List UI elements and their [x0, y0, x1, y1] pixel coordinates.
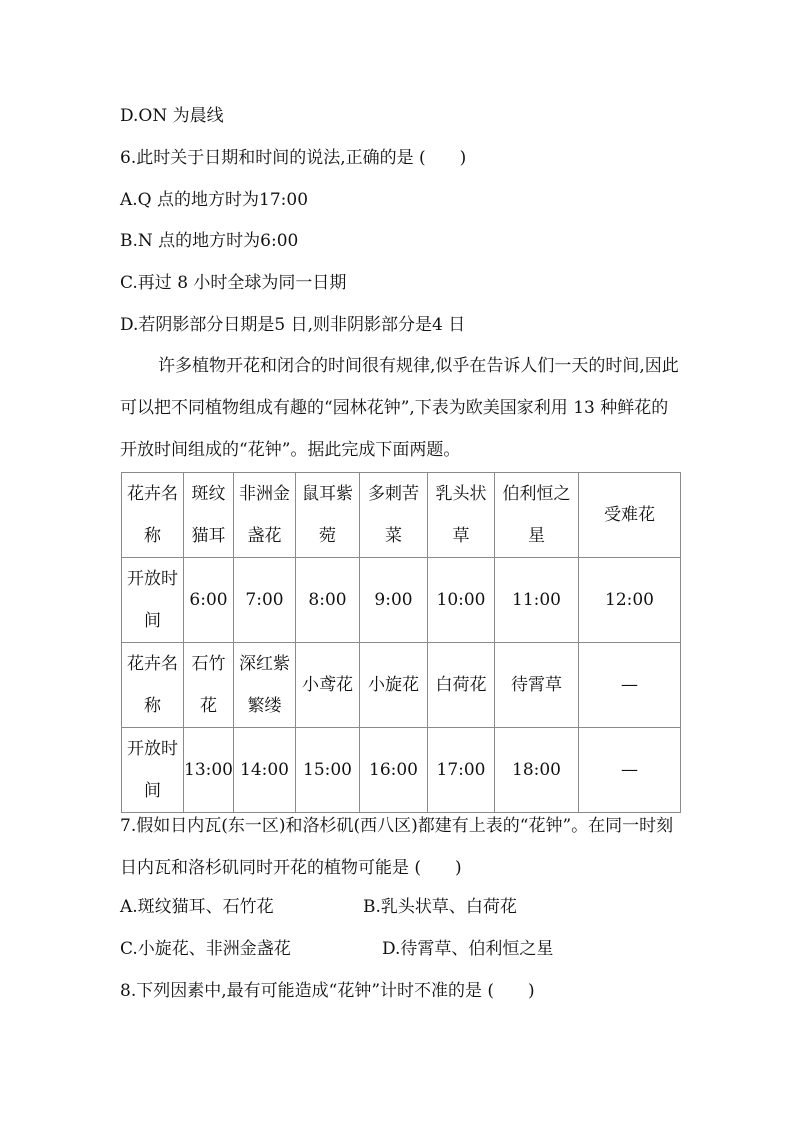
table-cell: 开放时间 [122, 558, 184, 643]
table-cell: 伯利恒之星 [495, 473, 579, 558]
table-row [122, 473, 681, 558]
q6-option-d: D.若阴影部分日期是5 日,则非阴影部分是4 日 [120, 315, 466, 335]
q6-option-b: B.N 点的地方时为6:00 [120, 231, 299, 251]
table-cell: 受难花 [579, 473, 681, 558]
table-cell: — [579, 643, 681, 728]
table-cell: 待霄草 [495, 643, 579, 728]
q7-option-b: B.乳头状草、白荷花 [363, 897, 517, 917]
q5-option-d: D.ON 为晨线 [120, 106, 224, 126]
table-cell: 多刺苦菜 [360, 473, 428, 558]
table-cell: 斑纹猫耳 [184, 473, 234, 558]
table-cell: 18:00 [495, 728, 579, 813]
table-cell: 8:00 [296, 558, 360, 643]
reading-passage [120, 345, 680, 471]
table-cell: — [579, 728, 681, 813]
q6-stem: 6.此时关于日期和时间的说法,正确的是 ( ) [120, 148, 467, 168]
table-cell: 15:00 [296, 728, 360, 813]
table-cell: 花卉名称 [122, 473, 184, 558]
table-row [122, 643, 681, 728]
table-cell: 乳头状草 [428, 473, 495, 558]
table-cell: 小旋花 [360, 643, 428, 728]
q7-option-d: D.待霄草、伯利恒之星 [382, 939, 554, 959]
table-cell: 白荷花 [428, 643, 495, 728]
table-cell: 非洲金盏花 [234, 473, 296, 558]
q8-stem: 8.下列因素中,最有可能造成“花钟”计时不准的是 ( ) [120, 981, 535, 1001]
q7-options-row-2 [120, 941, 680, 961]
table-cell: 7:00 [234, 558, 296, 643]
q6-option-c: C.再过 8 小时全球为同一日期 [120, 273, 347, 293]
q6-option-a: A.Q 点的地方时为17:00 [120, 190, 309, 210]
table-cell: 17:00 [428, 728, 495, 813]
table-cell: 14:00 [234, 728, 296, 813]
table-cell: 小鸢花 [296, 643, 360, 728]
q7-option-a: A.斑纹猫耳、石竹花 [120, 897, 274, 917]
table-cell: 13:00 [184, 728, 234, 813]
table-cell: 12:00 [579, 558, 681, 643]
table-cell: 9:00 [360, 558, 428, 643]
table-cell: 11:00 [495, 558, 579, 643]
q7-options-row-1 [120, 899, 680, 919]
table-cell: 鼠耳紫菀 [296, 473, 360, 558]
table-cell: 深红紫繁缕 [234, 643, 296, 728]
table-cell: 10:00 [428, 558, 495, 643]
table-cell: 开放时间 [122, 728, 184, 813]
table-cell: 16:00 [360, 728, 428, 813]
table-cell: 花卉名称 [122, 643, 184, 728]
table-cell: 石竹花 [184, 643, 234, 728]
q7-option-c: C.小旋花、非洲金盏花 [120, 939, 291, 959]
table-row [122, 728, 681, 813]
q7-stem: 7.假如日内瓦(东一区)和洛杉矶(西八区)都建有上表的“花钟”。在同一时刻日内瓦和洛杉矶同时开花的植物可能是 ( ) [120, 816, 674, 878]
table-cell: 6:00 [184, 558, 234, 643]
reading-passage-text: 许多植物开花和闭合的时间很有规律,似乎在告诉人们一天的时间,因此可以把不同植物组成有趣的“园林花钟”,下表为欧美国家利用 13 种鲜花的开放时间组成的“花钟”。据此完成下面两题。 [120, 356, 679, 460]
table-row [122, 558, 681, 643]
flower-clock-table [121, 472, 681, 813]
